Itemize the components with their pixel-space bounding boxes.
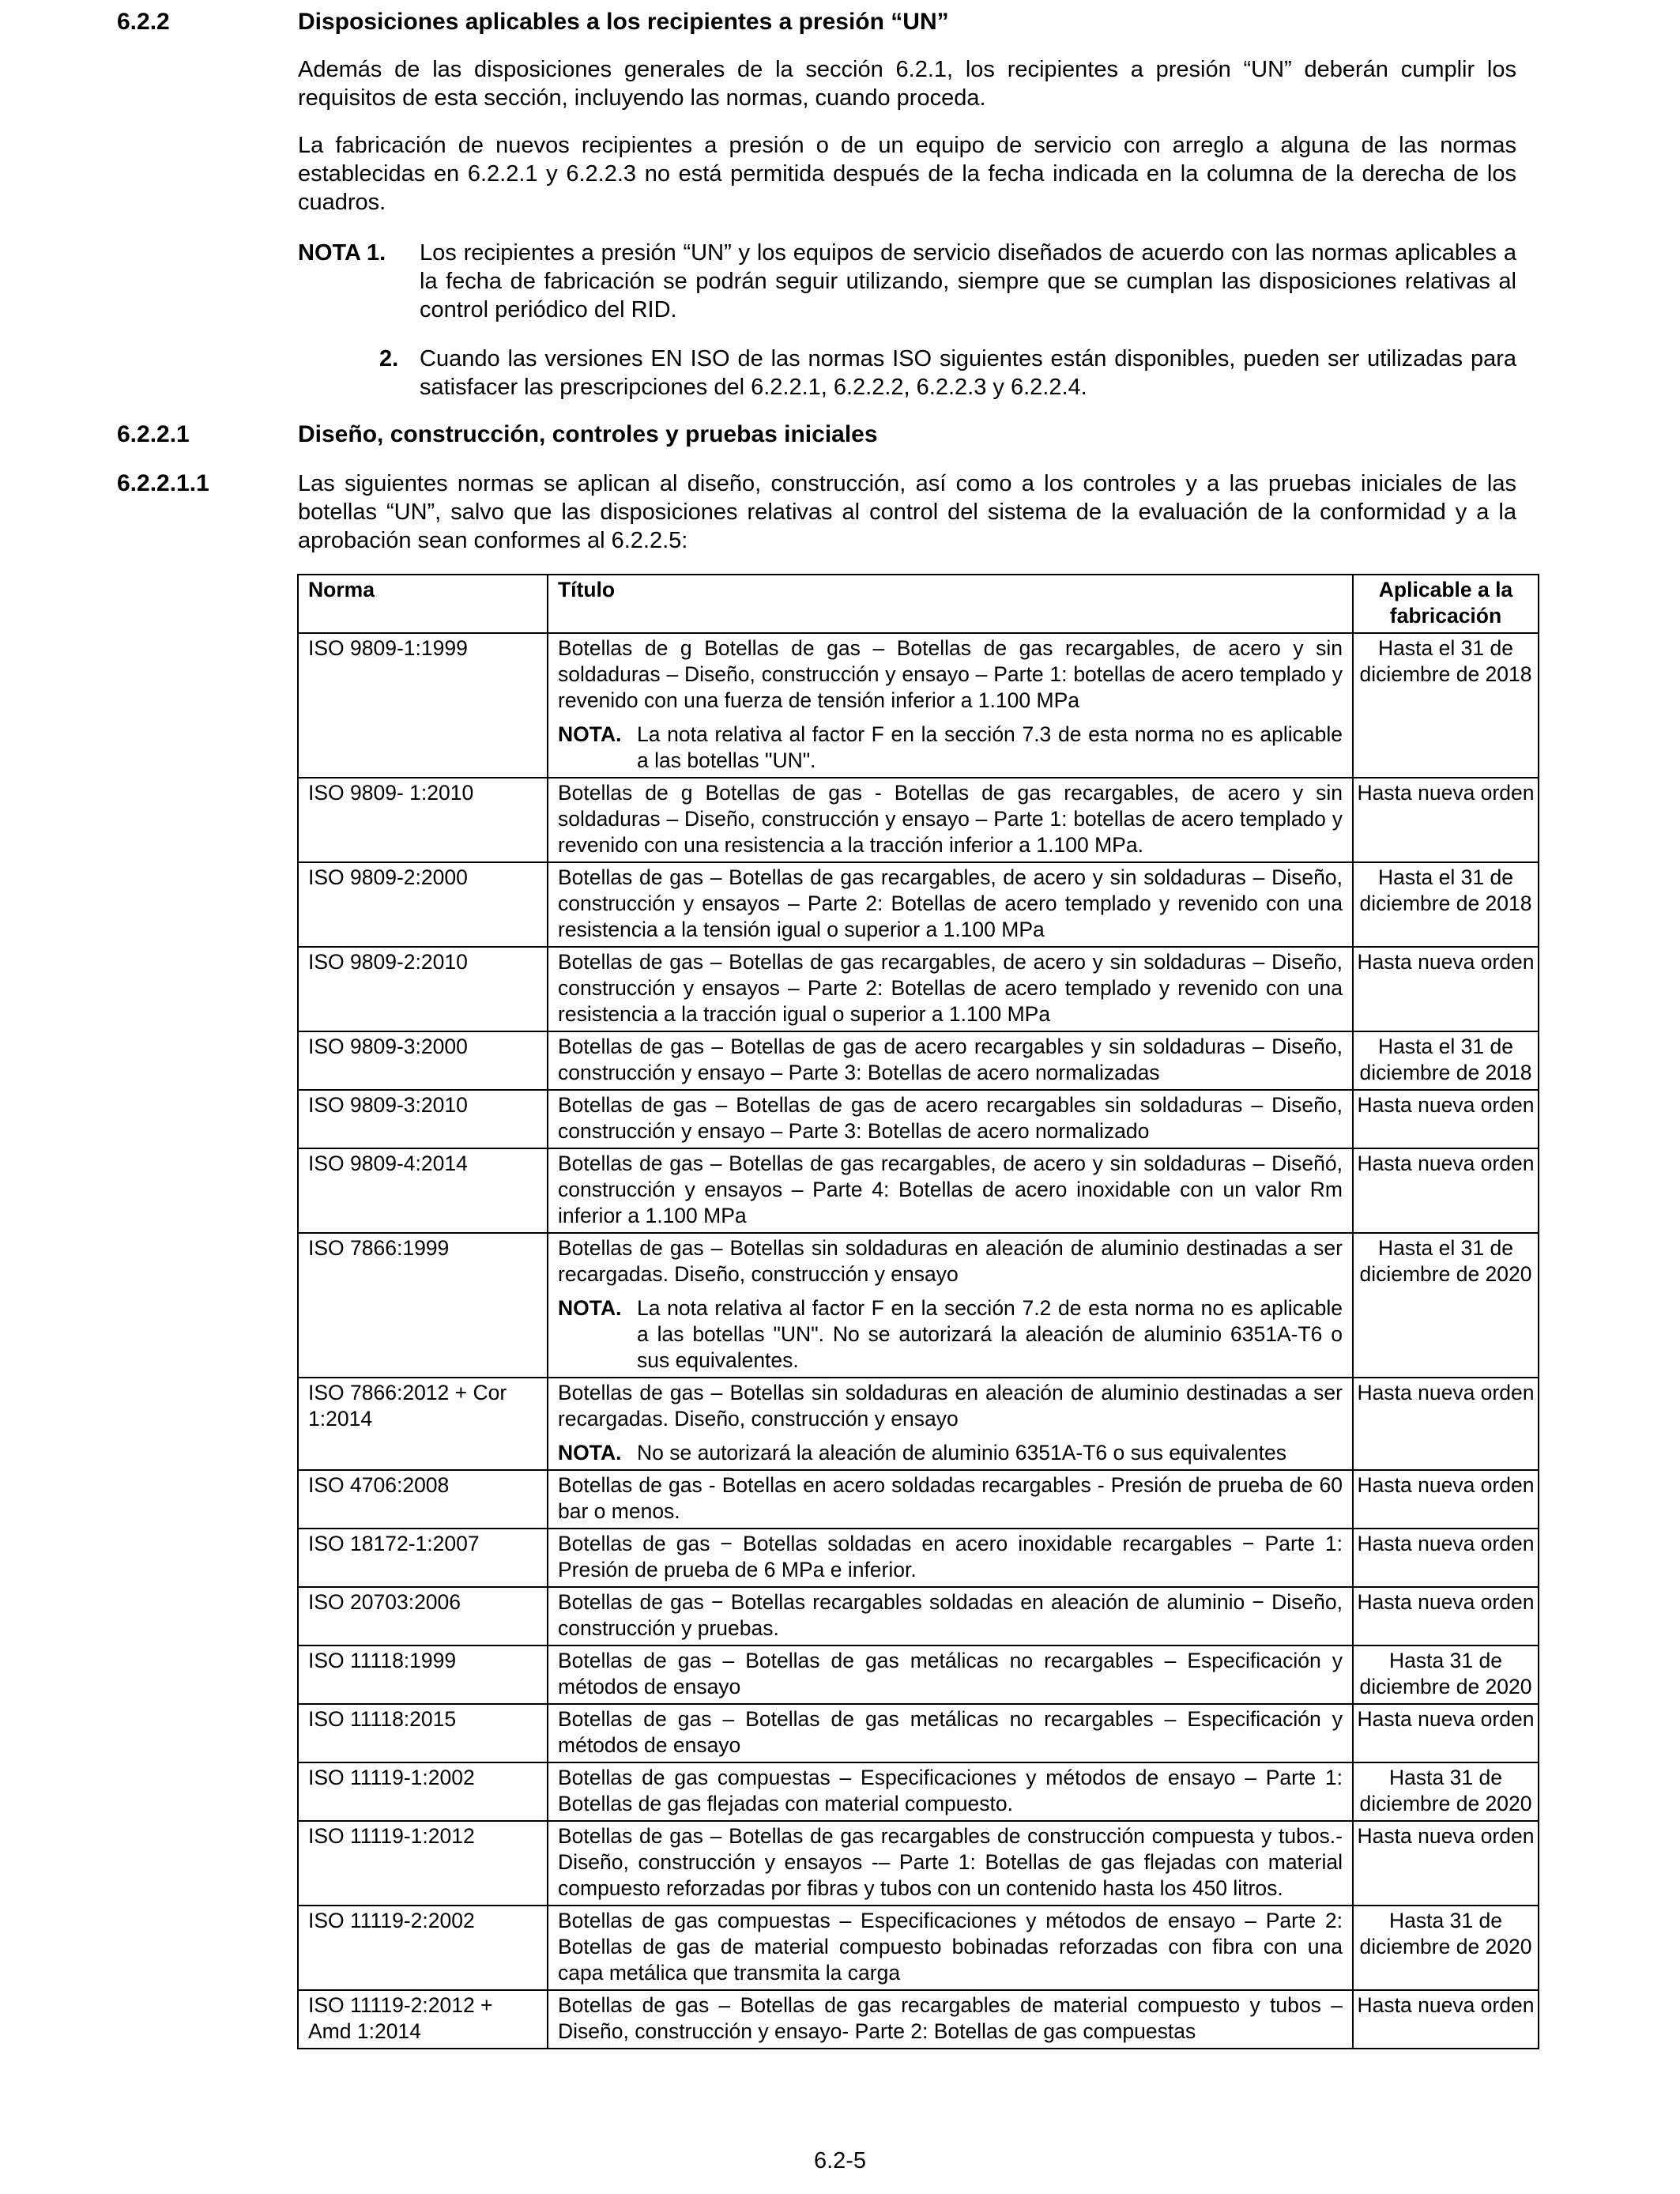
titulo-text: Botellas de gas – Botellas de gas metálicas no recargables – Especificación y métodos de ensayo bbox=[558, 1707, 1343, 1757]
cell-norma: ISO 4706:2008 bbox=[298, 1470, 548, 1529]
cell-titulo bbox=[548, 1587, 1353, 1646]
cell-norma: ISO 20703:2006 bbox=[298, 1587, 548, 1646]
titulo-text: Botellas de gas – Botellas sin soldaduras en aleación de aluminio destinadas a ser recargadas. Diseño, construcción y ensayo bbox=[558, 1381, 1343, 1431]
cell-aplicable: Hasta nueva orden bbox=[1353, 1378, 1539, 1470]
note-2-text: Cuando las versiones EN ISO de las normas ISO siguientes están disponibles, pueden ser utilizadas para satisfacer las prescripciones del 6.2.2.1, 6.2.2.2, 6.2.2.3 y 6.2.2.4. bbox=[420, 346, 1516, 400]
cell-titulo bbox=[548, 1990, 1353, 2049]
cell-titulo bbox=[548, 1762, 1353, 1821]
row-note bbox=[558, 722, 1343, 774]
row-note-text: La nota relativa al factor F en la sección 7.2 de esta norma no es aplicable a las botellas "UN". No se autorizará la aleación de aluminio 6351A-T6 o sus equivalentes. bbox=[637, 1296, 1343, 1372]
cell-norma: ISO 9809-2:2010 bbox=[298, 947, 548, 1031]
titulo-text: Botellas de gas – Botellas de gas recargables, de acero y sin soldaduras – Diseño, construcción y ensayos – Parte 2: Botellas de acero templado y revenido con una resistencia a la tensión igual o superior a 1.100 MPa bbox=[558, 865, 1343, 941]
cell-norma: ISO 9809-2:2000 bbox=[298, 862, 548, 947]
cell-norma: ISO 9809-3:2000 bbox=[298, 1031, 548, 1090]
titulo-text: Botellas de gas – Botellas sin soldaduras en aleación de aluminio destinadas a ser recargadas. Diseño, construcción y ensayo bbox=[558, 1236, 1343, 1286]
cell-titulo bbox=[548, 1148, 1353, 1233]
cell-norma: ISO 9809- 1:2010 bbox=[298, 778, 548, 862]
cell-norma: ISO 9809-3:2010 bbox=[298, 1090, 548, 1148]
cell-titulo bbox=[548, 1704, 1353, 1762]
titulo-text: Botellas de gas – Botellas de gas recargables de material compuesto y tubos – Diseño, construcción y ensayo- Parte 2: Botellas de gas compuestas bbox=[558, 1993, 1343, 2043]
row-note bbox=[558, 1295, 1343, 1374]
titulo-text: Botellas de gas − Botellas recargables soldadas en aleación de aluminio − Diseño, construcción y pruebas. bbox=[558, 1590, 1343, 1640]
table-row bbox=[298, 1148, 1539, 1233]
row-note-label: NOTA. bbox=[558, 1296, 622, 1320]
section-number-6-2-2: 6.2.2 bbox=[117, 9, 170, 35]
titulo-text: Botellas de gas compuestas – Especificaciones y métodos de ensayo – Parte 2: Botellas de gas de material compuesto bobinadas reforzadas con fibra con una capa metálica que transmita la carga bbox=[558, 1909, 1343, 1985]
cell-titulo bbox=[548, 778, 1353, 862]
titulo-text: Botellas de gas – Botellas de gas de acero recargables sin soldaduras – Diseño, construcción y ensayo – Parte 3: Botellas de acero normalizado bbox=[558, 1093, 1343, 1143]
cell-titulo bbox=[548, 1378, 1353, 1470]
cell-norma: ISO 9809-1:1999 bbox=[298, 633, 548, 778]
row-note-text: La nota relativa al factor F en la sección 7.3 de esta norma no es aplicable a las botellas "UN". bbox=[637, 722, 1343, 772]
section-title-6-2-2-1: Diseño, construcción, controles y pruebas iniciales bbox=[298, 421, 878, 447]
cell-titulo bbox=[548, 1646, 1353, 1704]
cell-aplicable: Hasta 31 de diciembre de 2020 bbox=[1353, 1762, 1539, 1821]
cell-norma: ISO 7866:1999 bbox=[298, 1233, 548, 1378]
cell-aplicable: Hasta nueva orden bbox=[1353, 1529, 1539, 1587]
table-row bbox=[298, 947, 1539, 1031]
table-row bbox=[298, 1704, 1539, 1762]
titulo-text: Botellas de gas − Botellas soldadas en acero inoxidable recargables − Parte 1: Presión de prueba de 6 MPa e inferior. bbox=[558, 1532, 1343, 1581]
cell-aplicable: Hasta nueva orden bbox=[1353, 1090, 1539, 1148]
cell-aplicable: Hasta nueva orden bbox=[1353, 1148, 1539, 1233]
section-title-6-2-2: Disposiciones aplicables a los recipientes a presión “UN” bbox=[298, 9, 949, 35]
row-note bbox=[558, 1440, 1343, 1466]
titulo-text: Botellas de gas – Botellas de gas recargables, de acero y sin soldaduras – Diseñó, construcción y ensayos – Parte 4: Botellas de acero inoxidable con un valor Rm inferior a 1.100 MPa bbox=[558, 1152, 1343, 1227]
cell-aplicable: Hasta nueva orden bbox=[1353, 1990, 1539, 2049]
table-body bbox=[298, 633, 1539, 2049]
note-1-label: NOTA 1. bbox=[298, 240, 386, 266]
cell-titulo bbox=[548, 1906, 1353, 1990]
titulo-text: Botellas de g Botellas de gas – Botellas de gas recargables, de acero y sin soldaduras – Diseño, construcción y ensayo – Parte 1: botellas de acero templado y revenido con una fuerza de tensión inferior a 1.100 MPa bbox=[558, 636, 1343, 712]
titulo-text: Botellas de gas – Botellas de gas de acero recargables y sin soldaduras – Diseño, construcción y ensayo – Parte 3: Botellas de acero normalizadas bbox=[558, 1035, 1343, 1084]
cell-titulo bbox=[548, 633, 1353, 778]
table-row bbox=[298, 1906, 1539, 1990]
cell-aplicable: Hasta nueva orden bbox=[1353, 947, 1539, 1031]
cell-aplicable: Hasta nueva orden bbox=[1353, 1821, 1539, 1906]
cell-norma: ISO 11119-2:2012 + Amd 1:2014 bbox=[298, 1990, 548, 2049]
paragraph-manufacture-restriction: La fabricación de nuevos recipientes a presión o de un equipo de servicio con arreglo a alguna de las normas establecidas en 6.2.2.1 y 6.2.2.3 no está permitida después de la fecha indicada en la columna de la derecha de los cuadros. bbox=[298, 133, 1516, 215]
header-titulo: Título bbox=[548, 575, 1353, 633]
cell-titulo bbox=[548, 1470, 1353, 1529]
cell-norma: ISO 11119-2:2002 bbox=[298, 1906, 548, 1990]
header-norma: Norma bbox=[298, 575, 548, 633]
section-number-6-2-2-1: 6.2.2.1 bbox=[117, 421, 190, 447]
paragraph-general-provisions: Además de las disposiciones generales de la sección 6.2.1, los recipientes a presión “UN” deberán cumplir los requisitos de esta sección, incluyendo las normas, cuando proceda. bbox=[298, 57, 1516, 111]
cell-titulo bbox=[548, 1031, 1353, 1090]
cell-aplicable: Hasta nueva orden bbox=[1353, 1704, 1539, 1762]
cell-aplicable: Hasta el 31 de diciembre de 2020 bbox=[1353, 1233, 1539, 1378]
cell-aplicable: Hasta nueva orden bbox=[1353, 778, 1539, 862]
titulo-text: Botellas de gas – Botellas de gas recargables, de acero y sin soldaduras – Diseño, construcción y ensayos – Parte 2: Botellas de acero templado y revenido con una resistencia a la tracción igual o superior a 1.100 MPa bbox=[558, 950, 1343, 1026]
table-row bbox=[298, 1090, 1539, 1148]
table-row bbox=[298, 778, 1539, 862]
titulo-text: Botellas de g Botellas de gas - Botellas de gas recargables, de acero y sin soldaduras – Diseño, construcción y ensayo – Parte 1: botellas de acero templado y revenido con una resistencia a la tracción inferior a 1.100 MPa. bbox=[558, 781, 1343, 857]
note-1-text: Los recipientes a presión “UN” y los equipos de servicio diseñados de acuerdo con las normas aplicables a la fecha de fabricación se podrán seguir utilizando, siempre que se cumplan las disposiciones relativas al control periódico del RID. bbox=[420, 240, 1516, 322]
row-note-text: No se autorizará la aleación de aluminio 6351A-T6 o sus equivalentes bbox=[637, 1441, 1286, 1465]
header-aplicable: Aplicable a la fabricación bbox=[1353, 575, 1539, 633]
cell-titulo bbox=[548, 1090, 1353, 1148]
cell-titulo bbox=[548, 862, 1353, 947]
cell-norma: ISO 11118:2015 bbox=[298, 1704, 548, 1762]
table-row bbox=[298, 1990, 1539, 2049]
titulo-text: Botellas de gas – Botellas de gas recargables de construcción compuesta y tubos.- Diseño, construcción y ensayos -– Parte 1: Botellas de gas flejadas con material compuesto reforzadas por fibras y tubos con un contenido hasta los 450 litros. bbox=[558, 1824, 1343, 1900]
table-row bbox=[298, 1587, 1539, 1646]
cell-norma: ISO 11119-1:2012 bbox=[298, 1821, 548, 1906]
cell-aplicable: Hasta el 31 de diciembre de 2018 bbox=[1353, 633, 1539, 778]
table-row bbox=[298, 1821, 1539, 1906]
table-row bbox=[298, 1646, 1539, 1704]
table-row bbox=[298, 1762, 1539, 1821]
cell-norma: ISO 11119-1:2002 bbox=[298, 1762, 548, 1821]
paragraph-standards-intro: Las siguientes normas se aplican al diseño, construcción, así como a los controles y a las pruebas iniciales de las botellas “UN”, salvo que las disposiciones relativas al control del sistema de la evaluación de la conformidad y a la aprobación sean conformes al 6.2.2.5: bbox=[298, 471, 1516, 553]
cell-titulo bbox=[548, 1821, 1353, 1906]
cell-norma: ISO 18172-1:2007 bbox=[298, 1529, 548, 1587]
cell-norma: ISO 11118:1999 bbox=[298, 1646, 548, 1704]
row-note-label: NOTA. bbox=[558, 1441, 622, 1465]
table-row bbox=[298, 862, 1539, 947]
table-row bbox=[298, 633, 1539, 778]
table-header-row bbox=[298, 575, 1539, 633]
note-2-label: 2. bbox=[379, 346, 399, 371]
section-number-6-2-2-1-1: 6.2.2.1.1 bbox=[117, 470, 209, 496]
page-number: 6.2-5 bbox=[813, 2148, 867, 2173]
cell-titulo bbox=[548, 947, 1353, 1031]
cell-aplicable: Hasta 31 de diciembre de 2020 bbox=[1353, 1646, 1539, 1704]
cell-norma: ISO 7866:2012 + Cor 1:2014 bbox=[298, 1378, 548, 1470]
cell-aplicable: Hasta el 31 de diciembre de 2018 bbox=[1353, 862, 1539, 947]
titulo-text: Botellas de gas - Botellas en acero soldadas recargables - Presión de prueba de 60 bar o menos. bbox=[558, 1473, 1343, 1523]
cell-norma: ISO 9809-4:2014 bbox=[298, 1148, 548, 1233]
table-row bbox=[298, 1470, 1539, 1529]
cell-aplicable: Hasta el 31 de diciembre de 2018 bbox=[1353, 1031, 1539, 1090]
cell-aplicable: Hasta nueva orden bbox=[1353, 1587, 1539, 1646]
titulo-text: Botellas de gas – Botellas de gas metálicas no recargables – Especificación y métodos de ensayo bbox=[558, 1649, 1343, 1698]
standards-table bbox=[297, 574, 1539, 2049]
cell-titulo bbox=[548, 1529, 1353, 1587]
cell-titulo bbox=[548, 1233, 1353, 1378]
table-row bbox=[298, 1378, 1539, 1470]
table-row bbox=[298, 1529, 1539, 1587]
table-row bbox=[298, 1233, 1539, 1378]
cell-aplicable: Hasta nueva orden bbox=[1353, 1470, 1539, 1529]
table-row bbox=[298, 1031, 1539, 1090]
titulo-text: Botellas de gas compuestas – Especificaciones y métodos de ensayo – Parte 1: Botellas de gas flejadas con material compuesto. bbox=[558, 1766, 1343, 1815]
cell-aplicable: Hasta 31 de diciembre de 2020 bbox=[1353, 1906, 1539, 1990]
row-note-label: NOTA. bbox=[558, 722, 622, 746]
